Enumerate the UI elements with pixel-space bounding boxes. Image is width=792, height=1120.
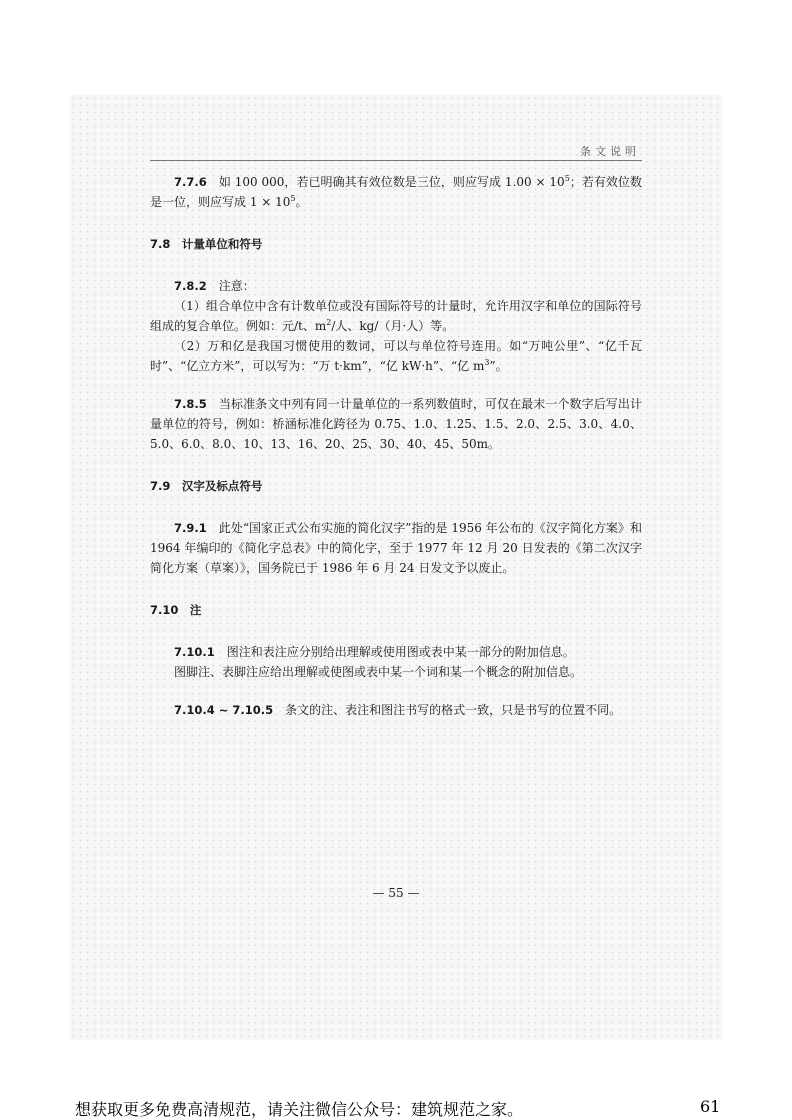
- clause-7-8-2-item-2: [150, 336, 642, 376]
- section-heading-7-8: 7.8 计量单位和符号: [150, 237, 263, 251]
- item-text: /人、kg/（月·人）等。: [331, 319, 455, 333]
- clause-7-8-2-item-1: [150, 296, 642, 336]
- document-body: [150, 172, 642, 720]
- clause-text: 。: [295, 195, 308, 209]
- clause-number: 7.10.1: [174, 645, 215, 659]
- superscript: 2: [326, 318, 332, 327]
- clause-number: 7.9.1: [174, 521, 207, 535]
- clause-7-8-5: [150, 394, 642, 454]
- clause-number: 7.8.2: [174, 279, 207, 293]
- superscript: 3: [484, 358, 490, 367]
- item-text: ”。: [489, 359, 508, 373]
- clause-7-8-2: [150, 276, 642, 296]
- clause-text: 注意：: [218, 279, 255, 293]
- clause-text: 当标准条文中列有同一计量单位的一系列数值时，可仅在最末一个数字后写出计量单位的符号，例如：桥涵标准化跨径为 0.75、1.0、1.25、1.5、2.0、2.5、3.0、4.0、5.0、6.0、8.0、10、13、16、20、25、30、40、45、50m。: [150, 397, 642, 451]
- clause-text: 此处“国家正式公布实施的简化汉字”指的是 1956 年公布的《汉字简化方案》和 1964 年编印的《简化字总表》中的简化字，至于 1977 年 12 月 20 日发表的《第二次汉字简化方案（草案）》，国务院已于 1986 年 6 月 24 日发文予以废止。: [150, 521, 642, 575]
- footer-page-number: 61: [700, 1097, 721, 1116]
- clause-7-7-6: [150, 172, 642, 212]
- item-text: （2）万和亿是我国习惯使用的数词，可以与单位符号连用。如“万吨公里”、“亿千瓦时”、“亿立方米”，可以写为：“万 t·km”，“亿 kW·h”、“亿 m: [150, 339, 642, 373]
- clause-number: 7.10.4 ~ 7.10.5: [174, 703, 274, 717]
- clause-number: 7.8.5: [174, 397, 207, 411]
- header-rule: [150, 160, 642, 161]
- item-text: （1）组合单位中含有计数单位或没有国际符号的计量时，允许用汉字和单位的国际符号组成的复合单位。例如：元/t、m: [150, 299, 642, 333]
- clause-text: 条文的注、表注和图注书写的格式一致，只是书写的位置不同。: [285, 703, 622, 717]
- clause-text: 图注和表注应分别给出理解或使用图或表中某一部分的附加信息。: [226, 645, 575, 659]
- section-heading-7-10: 7.10 注: [150, 603, 202, 617]
- clause-text: 如 100 000，若已明确其有效位数是三位，则应写成 1.00 × 10: [218, 175, 565, 189]
- clause-text: ；若有效位数是一位，则应写成 1 × 10: [150, 175, 642, 209]
- clause-7-10-1: [150, 642, 642, 662]
- superscript: 5: [564, 174, 570, 183]
- clause-7-10-4-to-7-10-5: [150, 700, 642, 720]
- running-head: 条文说明: [580, 145, 640, 158]
- superscript: 5: [290, 194, 296, 203]
- section-heading-7-9: 7.9 汉字及标点符号: [150, 479, 263, 493]
- page-number: — 55 —: [372, 886, 420, 900]
- clause-7-9-1: [150, 518, 642, 578]
- clause-7-10-1-continued: 图脚注、表脚注应给出理解或使图或表中某一个词和某一个概念的附加信息。: [174, 665, 583, 679]
- footer-notice: 想获取更多免费高清规范，请关注微信公众号：建筑规范之家。: [75, 1100, 524, 1119]
- clause-number: 7.7.6: [174, 175, 207, 189]
